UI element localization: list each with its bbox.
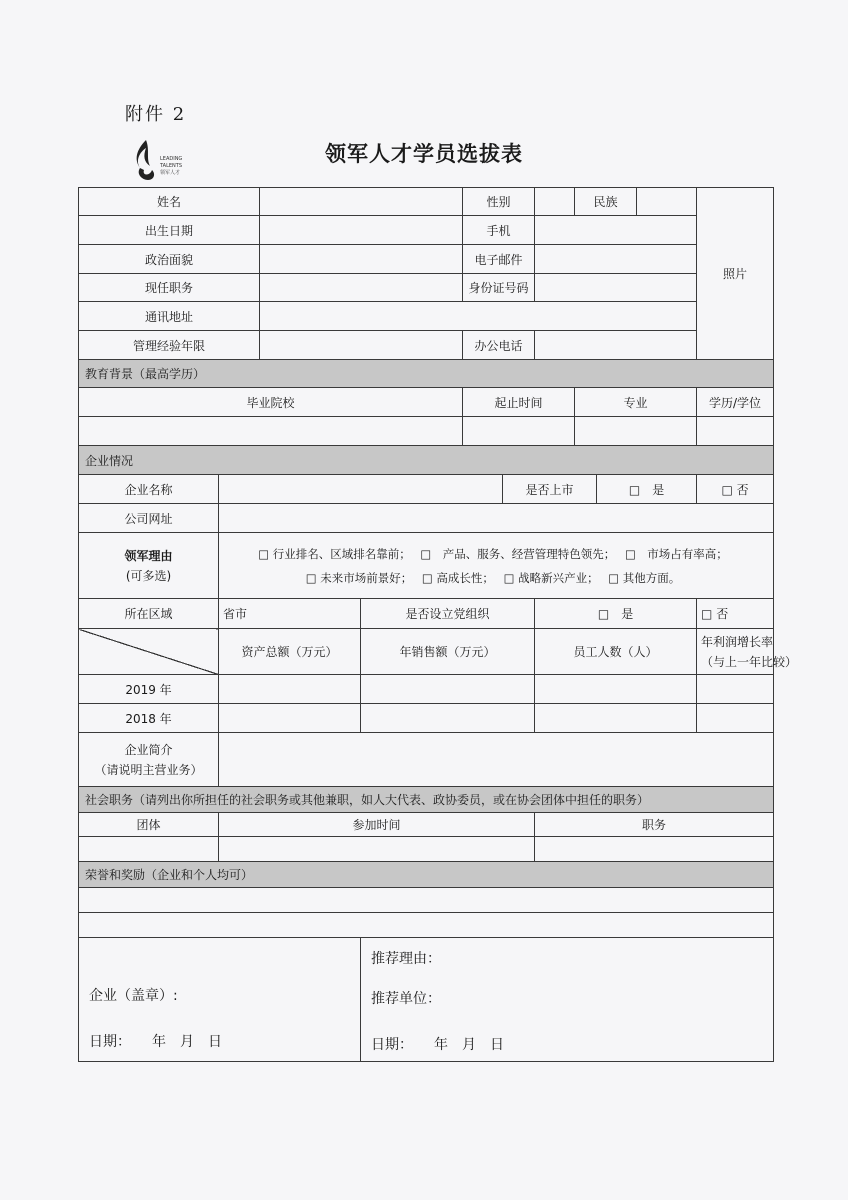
row-social-input: [79, 837, 774, 862]
label-intro: [79, 733, 219, 787]
company-sign-cell: [79, 938, 361, 1062]
reasons-line-2: [223, 566, 769, 590]
row-name: [79, 188, 774, 216]
checkbox-prospect[interactable]: □ 未来市场前景好；: [305, 570, 413, 585]
header-assets: 资产总额（万元）: [219, 629, 361, 675]
row-website: [79, 504, 774, 533]
recommend-date-label: 日期： 年 月 日: [371, 1037, 505, 1053]
page-title: 领军人才学员选拔表: [325, 141, 523, 166]
row-honors-2: [79, 913, 774, 938]
row-education-input: [79, 417, 774, 446]
row-signature: [79, 938, 774, 1062]
section-title-education: 教育背景（最高学历）: [79, 360, 774, 388]
input-office-phone[interactable]: [535, 331, 697, 360]
row-year-2018: [79, 704, 774, 733]
section-title-company: 企业情况: [79, 446, 774, 475]
input-company-name[interactable]: [219, 475, 503, 504]
label-political: 政治面貌: [79, 245, 260, 274]
checkbox-growth[interactable]: □ 高成长性；: [421, 570, 494, 585]
header-time: 参加时间: [219, 813, 535, 837]
section-honors: [79, 862, 774, 888]
row-political: [79, 245, 774, 274]
company-seal-label: 企业（盖章）:: [89, 988, 178, 1004]
input-birth[interactable]: [260, 216, 463, 245]
input-school[interactable]: [79, 417, 463, 446]
company-date-label: 日期： 年 月 日: [89, 1034, 222, 1050]
label-year-2019: 2019 年: [79, 675, 219, 704]
checkbox-party-no[interactable]: □ 否: [697, 599, 774, 629]
input-gender[interactable]: [535, 188, 575, 216]
checkbox-listed-no[interactable]: □ 否: [697, 475, 774, 504]
reasons-line-1: [223, 542, 769, 566]
section-company: [79, 446, 774, 475]
input-province-city[interactable]: 省市: [219, 599, 361, 629]
row-year-2019: [79, 675, 774, 704]
row-intro: [79, 733, 774, 787]
input-website[interactable]: [219, 504, 774, 533]
header-employees: 员工人数（人）: [535, 629, 697, 675]
input-role[interactable]: [535, 837, 774, 862]
section-title-social: 社会职务（请列出你所担任的社会职务或其他兼职，如人大代表、政协委员，或在协会团体中担任的职务）: [79, 787, 774, 813]
input-major[interactable]: [575, 417, 697, 446]
row-position: [79, 274, 774, 302]
reason-label: 领军理由: [124, 548, 173, 563]
checkbox-market-share[interactable]: □ 市场占有率高；: [624, 546, 728, 561]
label-listed: 是否上市: [503, 475, 597, 504]
label-region: 所在区域: [79, 599, 219, 629]
label-birth: 出生日期: [79, 216, 260, 245]
recommend-unit-label: 推荐单位：: [371, 991, 442, 1007]
input-period[interactable]: [463, 417, 575, 446]
row-education-header: [79, 388, 774, 417]
logo-text-3: 领军人才: [160, 170, 181, 176]
checkbox-other[interactable]: □ 其他方面。: [608, 570, 681, 585]
reason-sub: (可多选): [125, 568, 172, 583]
reasons-options: [219, 533, 774, 599]
input-employees-2018[interactable]: [535, 704, 697, 733]
intro-label: 企业简介: [124, 742, 173, 757]
label-website: 公司网址: [79, 504, 219, 533]
row-region: [79, 599, 774, 629]
intro-sub: （请说明主营业务）: [94, 762, 203, 777]
input-assets-2018[interactable]: [219, 704, 361, 733]
label-id-number: 身份证号码: [463, 274, 535, 302]
header-major: 专业: [575, 388, 697, 417]
input-profit-2018[interactable]: [697, 704, 774, 733]
header-role: 职务: [535, 813, 774, 837]
section-social: [79, 787, 774, 813]
row-address: [79, 302, 774, 331]
checkbox-listed-yes[interactable]: □ 是: [597, 475, 697, 504]
header-degree: 学历/学位: [697, 388, 774, 417]
label-mobile: 手机: [463, 216, 535, 245]
profit-growth-label: 年利润增长率: [701, 634, 774, 649]
label-reasons: [79, 533, 219, 599]
checkbox-party-yes[interactable]: □ 是: [535, 599, 697, 629]
row-social-header: [79, 813, 774, 837]
input-org[interactable]: [79, 837, 219, 862]
diagonal-header-cell: [79, 629, 219, 675]
input-ethnicity[interactable]: [637, 188, 697, 216]
label-year-2018: 2018 年: [79, 704, 219, 733]
label-ethnicity: 民族: [575, 188, 637, 216]
input-intro[interactable]: [219, 733, 774, 787]
label-name: 姓名: [79, 188, 260, 216]
header-school: 毕业院校: [79, 388, 463, 417]
input-id-number[interactable]: [535, 274, 697, 302]
recommend-reason-label: 推荐理由：: [371, 951, 442, 967]
label-gender: 性别: [463, 188, 535, 216]
input-mobile[interactable]: [535, 216, 697, 245]
input-political[interactable]: [260, 245, 463, 274]
input-address[interactable]: [260, 302, 697, 331]
logo-text-2: TALENTS: [160, 163, 182, 169]
profit-growth-sub: （与上一年比较）: [701, 654, 798, 669]
input-mgmt-years[interactable]: [260, 331, 463, 360]
header-period: 起止时间: [463, 388, 575, 417]
label-party: 是否设立党组织: [361, 599, 535, 629]
input-degree[interactable]: [697, 417, 774, 446]
input-sales-2018[interactable]: [361, 704, 535, 733]
logo-text-1: LEADING: [160, 156, 183, 162]
row-mgmt: [79, 331, 774, 360]
checkbox-product[interactable]: □ 产品、服务、经营管理特色领先；: [420, 546, 616, 561]
label-email: 电子邮件: [463, 245, 535, 274]
input-email[interactable]: [535, 245, 697, 274]
label-office-phone: 办公电话: [463, 331, 535, 360]
input-position[interactable]: [260, 274, 463, 302]
section-title-honors: 荣誉和奖励（企业和个人均可）: [79, 862, 774, 888]
input-honors-2[interactable]: [79, 913, 774, 938]
input-sales-2019[interactable]: [361, 675, 535, 704]
header-org: 团体: [79, 813, 219, 837]
input-honors-1[interactable]: [79, 888, 774, 913]
checkbox-strategic[interactable]: □ 战略新兴产业；: [503, 570, 599, 585]
row-company-name: [79, 475, 774, 504]
selection-form: [78, 187, 798, 1062]
attachment-label: 附件 2: [125, 104, 187, 125]
row-birth: [79, 216, 774, 245]
label-address: 通讯地址: [79, 302, 260, 331]
input-name[interactable]: [260, 188, 463, 216]
label-company-name: 企业名称: [79, 475, 219, 504]
recommend-sign-cell: [361, 938, 774, 1062]
input-assets-2019[interactable]: [219, 675, 361, 704]
row-honors-1: [79, 888, 774, 913]
input-employees-2019[interactable]: [535, 675, 697, 704]
checkbox-rank[interactable]: □ 行业排名、区域排名靠前；: [258, 546, 411, 561]
label-position: 现任职务: [79, 274, 260, 302]
input-time[interactable]: [219, 837, 535, 862]
row-finance-header: [79, 629, 774, 675]
header-sales: 年销售额（万元）: [361, 629, 535, 675]
section-education: [79, 360, 774, 388]
row-reasons: [79, 533, 774, 599]
label-mgmt-years: 管理经验年限: [79, 331, 260, 360]
header-profit-growth: [697, 629, 798, 675]
input-profit-2019[interactable]: [697, 675, 774, 704]
photo-box[interactable]: 照片: [697, 188, 774, 360]
